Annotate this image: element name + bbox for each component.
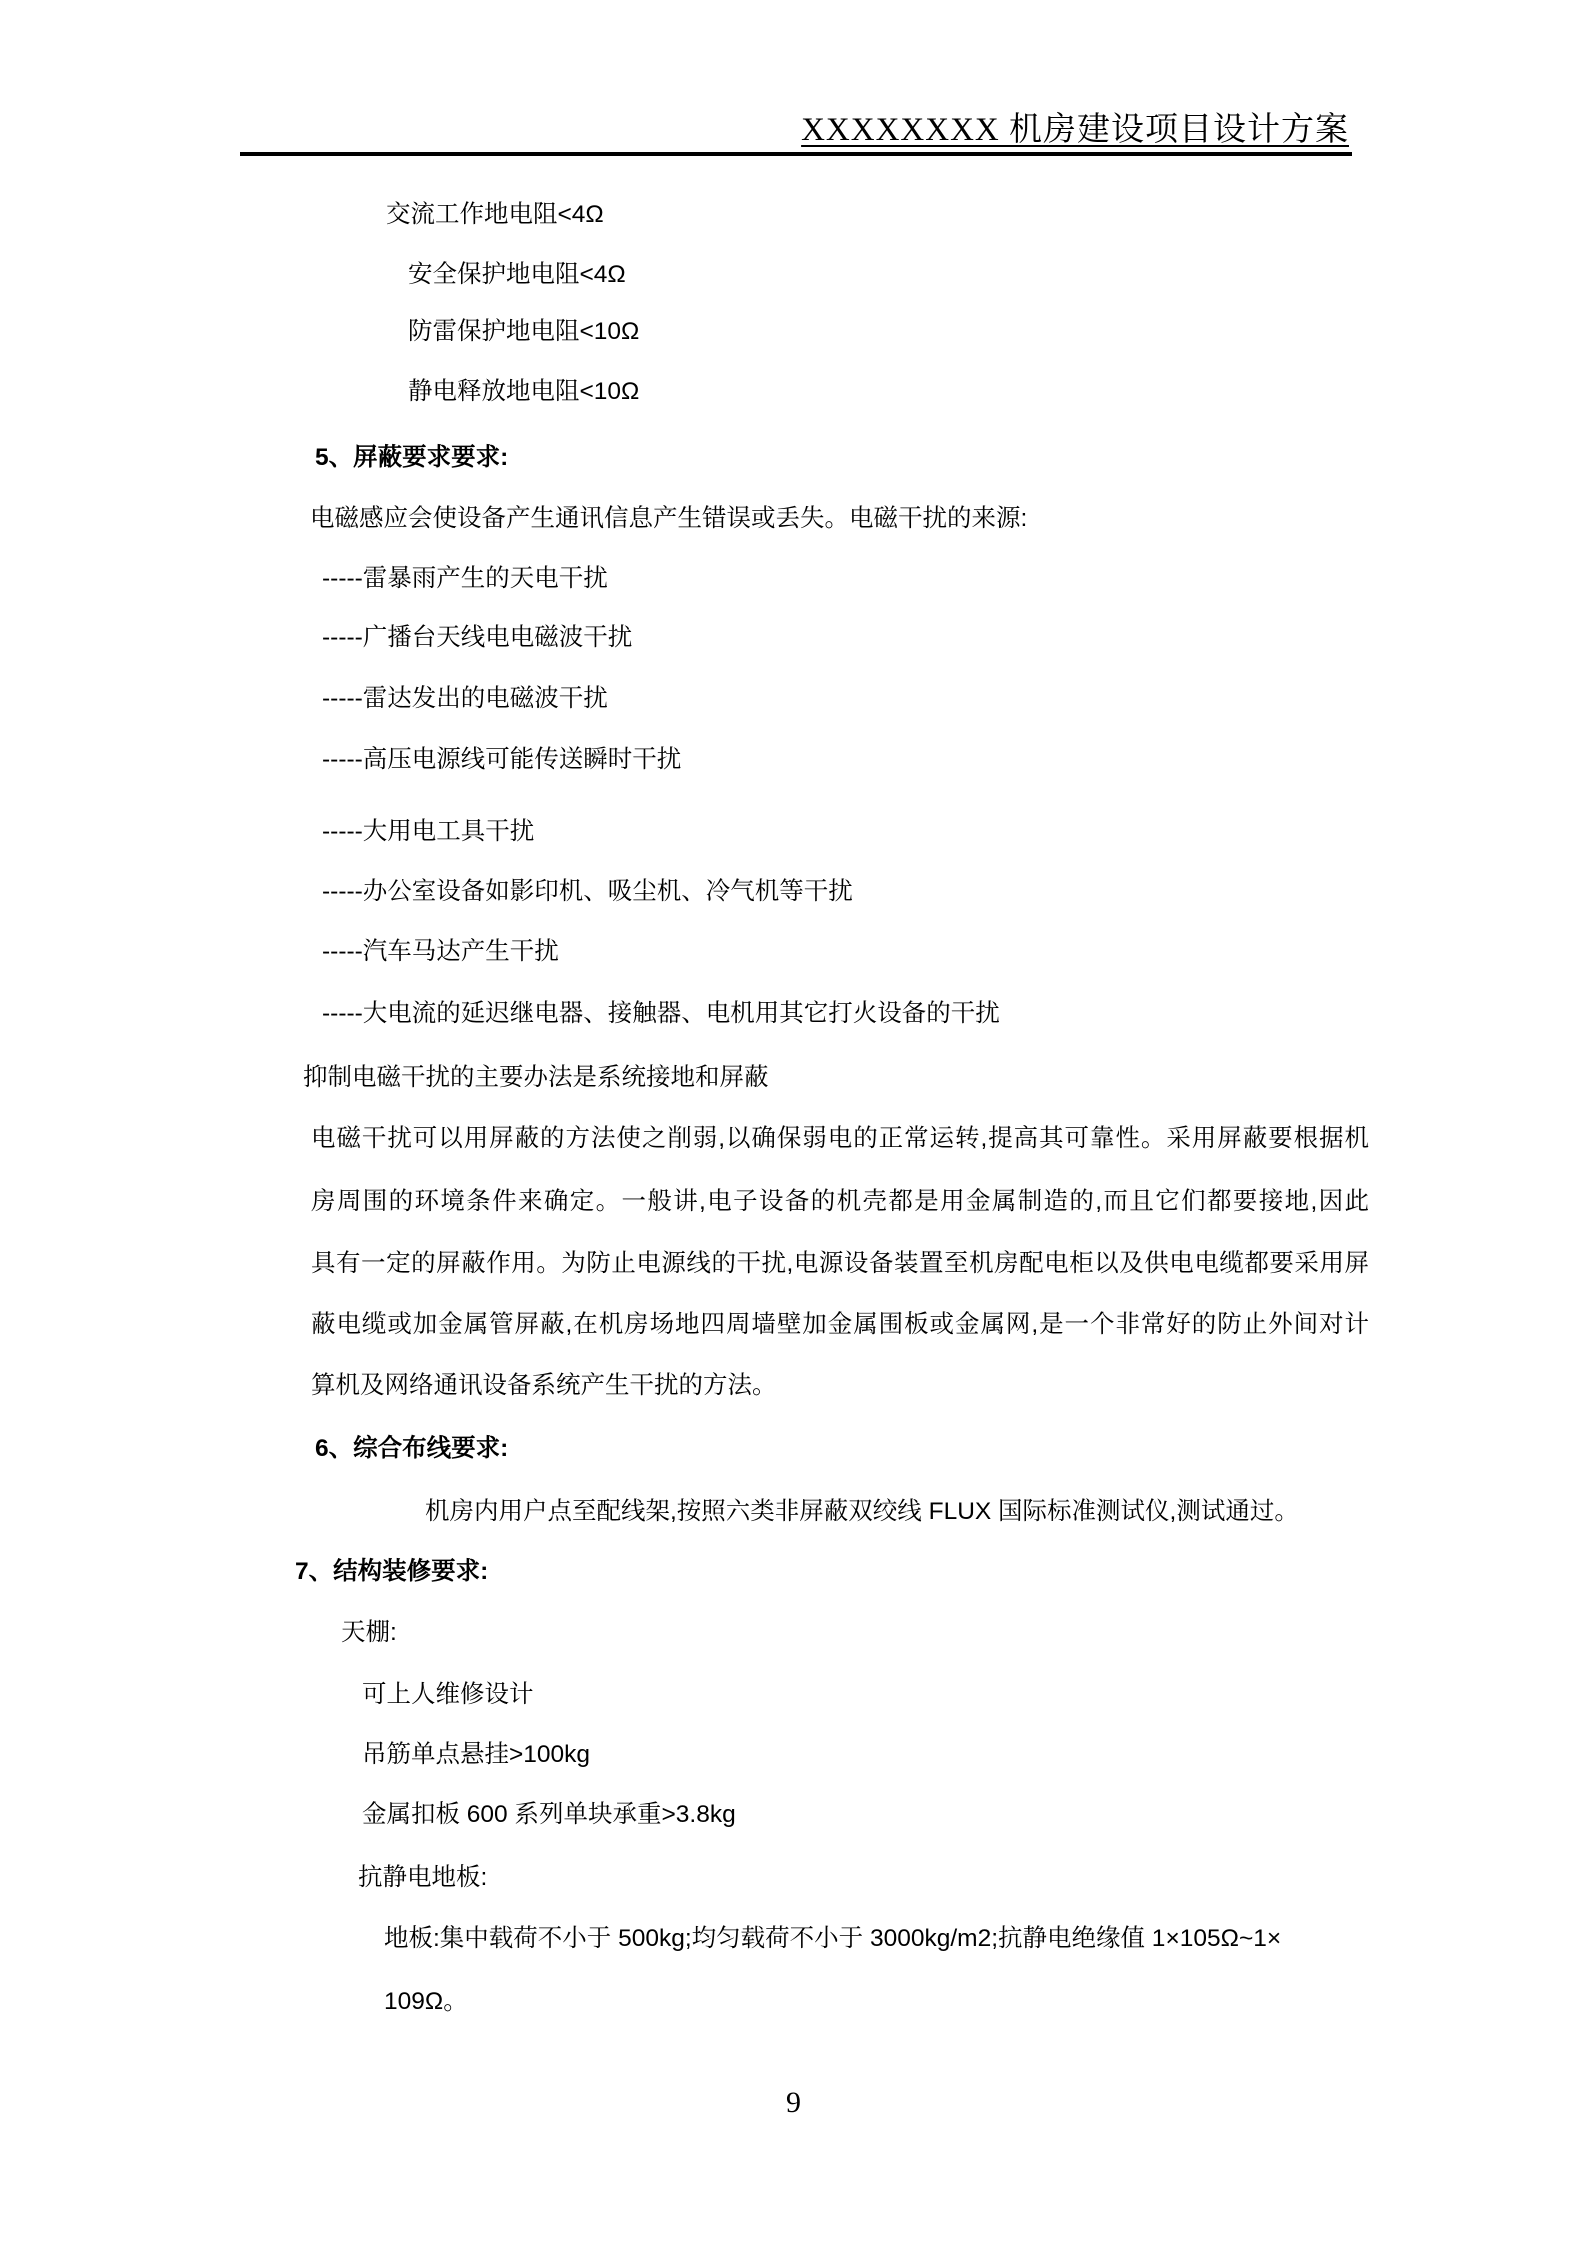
line-emi-suppression-methods: 抑制电磁干扰的主要办法是系统接地和屏蔽 <box>303 1064 769 1091</box>
list-item-emi-power-tools: -----大用电工具干扰 <box>322 818 535 845</box>
line-floor-spec-1: 地板:集中载荷不小于 500kg;均匀载荷不小于 3000kg/m2;抗静电绝缘值 1×105Ω~1× <box>384 1925 1282 1952</box>
list-item-emi-thunderstorm: -----雷暴雨产生的天电干扰 <box>322 565 608 592</box>
line-emi-sources-intro: 电磁感应会使设备产生通讯信息产生错误或丢失。电磁干扰的来源: <box>310 505 1028 532</box>
list-item-emi-office-equipment: -----办公室设备如影印机、吸尘机、冷气机等干扰 <box>322 878 853 905</box>
line-ceiling-walkable: 可上人维修设计 <box>362 1681 534 1708</box>
page-header-title: XXXXXXXX 机房建设项目设计方案 <box>801 112 1349 148</box>
header-rule <box>240 152 1352 156</box>
list-item-emi-relay: -----大电流的延迟继电器、接触器、电机用其它打火设备的干扰 <box>322 1000 1000 1027</box>
line-ceiling-hanger-load: 吊筋单点悬挂>100kg <box>362 1741 591 1768</box>
list-item-emi-radar: -----雷达发出的电磁波干扰 <box>322 685 608 712</box>
line-safety-ground-resistance: 安全保护地电阻<4Ω <box>408 261 626 288</box>
line-ceiling-label: 天棚: <box>341 1619 397 1646</box>
paragraph-shielding-line-1: 电磁干扰可以用屏蔽的方法使之削弱,以确保弱电的正常运转,提高其可靠性。采用屏蔽要根据机 <box>311 1125 1369 1152</box>
line-lightning-ground-resistance: 防雷保护地电阻<10Ω <box>408 318 640 345</box>
line-ceiling-panel-load: 金属扣板 600 系列单块承重>3.8kg <box>362 1801 736 1828</box>
heading-shielding-requirements: 5、屏蔽要求要求: <box>315 444 509 471</box>
line-esd-ground-resistance: 静电释放地电阻<10Ω <box>408 378 640 405</box>
list-item-emi-broadcast: -----广播台天线电电磁波干扰 <box>322 624 633 651</box>
line-antistatic-floor-label: 抗静电地板: <box>358 1864 488 1891</box>
paragraph-shielding-line-4: 蔽电缆或加金属管屏蔽,在机房场地四周墙壁加金属围板或金属网,是一个非常好的防止外间对计 <box>311 1311 1369 1338</box>
heading-structure-decoration-requirements: 7、结构装修要求: <box>295 1558 489 1585</box>
line-ac-ground-resistance: 交流工作地电阻<4Ω <box>386 201 604 228</box>
line-cabling-detail: 机房内用户点至配线架,按照六类非屏蔽双绞线 FLUX 国际标准测试仪,测试通过。 <box>425 1498 1299 1525</box>
page-number: 9 <box>786 2086 801 2119</box>
paragraph-shielding-line-3: 具有一定的屏蔽作用。为防止电源线的干扰,电源设备装置至机房配电柜以及供电电缆都要采用屏 <box>311 1250 1369 1277</box>
line-floor-spec-2: 109Ω。 <box>384 1988 468 2015</box>
list-item-emi-car-motor: -----汽车马达产生干扰 <box>322 938 559 965</box>
heading-cabling-requirements: 6、综合布线要求: <box>315 1435 509 1462</box>
paragraph-shielding-line-5: 算机及网络通讯设备系统产生干扰的方法。 <box>311 1372 777 1399</box>
paragraph-shielding-line-2: 房周围的环境条件来确定。一般讲,电子设备的机壳都是用金属制造的,而且它们都要接地,因此 <box>311 1188 1369 1215</box>
list-item-emi-hv-line: -----高压电源线可能传送瞬时干扰 <box>322 746 682 773</box>
